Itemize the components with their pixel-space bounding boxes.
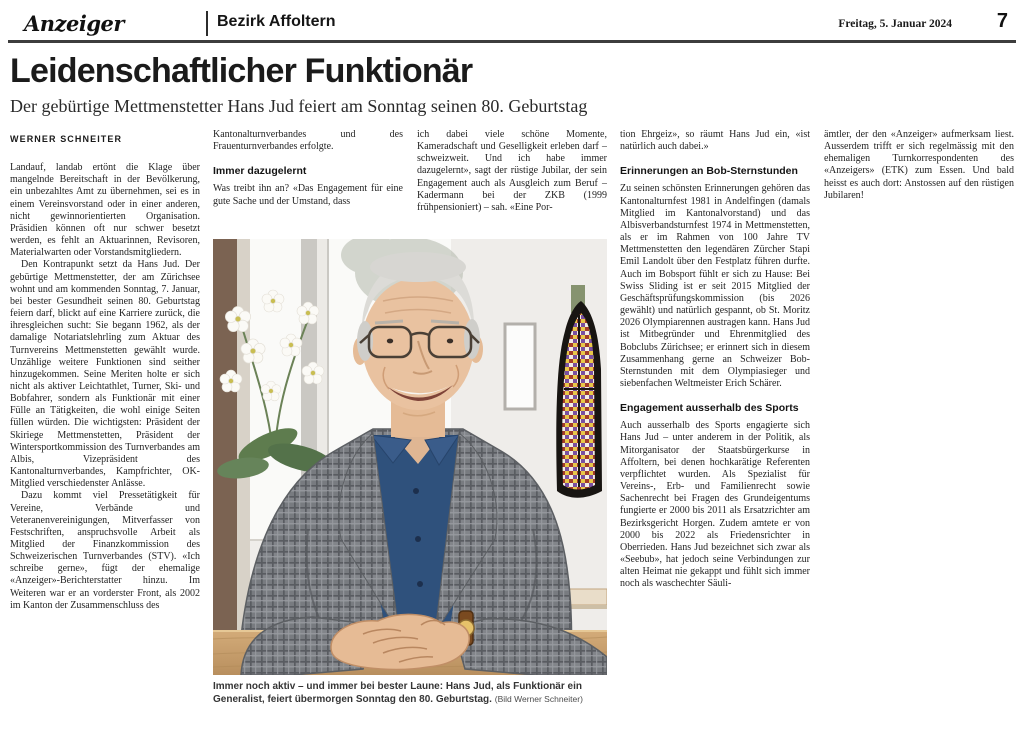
photo-caption-block: [213, 680, 607, 706]
column-5: [824, 129, 1014, 737]
masthead-divider: [206, 11, 208, 36]
section-title: Bezirk Affoltern: [217, 13, 336, 30]
column-1: [10, 129, 200, 737]
paragraph: Landauf, landab ertönt die Klage über mangelnde Bereitschaft in der Bevölkerung, ein unbezahltes Amt zu übernehmen, sei es in einem Vereinsvorstand oder in einer anderen, nicht gewinnorientierten Organisation. Präsidien können oft nur schwer besetzt werden, es fehlt an Aktuarinnen, Revisoren, Materialwarten oder Vorstandsmitgliedern.: [10, 162, 200, 259]
headline: Leidenschaftlicher Funktionär: [10, 52, 473, 90]
paragraph: Auch ausserhalb des Sports engagierte sich Hans Jud – unter anderem in der Politik, als Mitorganisator der Staatsbürgerkurse in Affoltern, bei denen hochkarätige Referenten verpflichtet wurden. Als Spezialist für Vereins-, Erb- und Familienrecht sowie Sachenrecht bei Fragen des Grundeigentums fungierte er 2000 bis 2011 als Ersatzrichter am Bezirksgericht Horgen. Zudem amtete er von 2000 bis 2022 als Friedensrichter in Oberrieden. Hans Jud bezeichnet sich zwar als «Seebub», hat jedoch seine Verbindungen zur alten Heimat nie gekappt und fühlt sich immer noch als waschechter Säuli-: [620, 420, 810, 590]
portrait-photo: [213, 239, 607, 675]
column-4: [620, 129, 810, 737]
byline: WERNER SCHNEITER: [10, 134, 123, 144]
paragraph: ämtler, der den «Anzeiger» aufmerksam liest. Ausserdem trifft er sich regelmässig mit den ehemaligen Turnkorrespondenten des «Anzeigers» (ETK) zum Essen. Und bald heisst es auch dort: Anstossen auf den rüstigen Jubilaren!: [824, 129, 1014, 201]
portrait-photo-illustration: [213, 239, 607, 675]
paragraph: Zu seinen schönsten Erinnerungen gehören das Kantonalturnfest 1981 in Andelfingen (damals Mitglied im Kantonalvorstand) und das Albisverbandsturnfest 1974 in Mettmenstetten, als er im Rahmen von 100 Jahre TV Mettmenstetten den legendären Zürcher Stapi Emil Landolt über den Festplatz führen durfte. Auch im Bobsport fühlt er sich zu Hause: Bei Swiss Sliding ist er seit 2015 Mitglied der Geschäftsprüfungskommission (bis 2026 gewählt) und natürlich gespannt, ob St. Moritz 2026 Olympiarennen austragen kann. Hans Jud ist Mitbegründer und Ehrenmitglied des Bobclubs Zürichsee; er erinnert sich in diesem Zusammenhang gerne an Schweizer Bob-Sternstunden mit dem Olympiasieger und siebenfachen Weltmeister Erich Schärer.: [620, 183, 810, 389]
crosshead-engagement: Engagement ausserhalb des Sports: [620, 402, 799, 415]
paragraph: Den Kontrapunkt setzt da Hans Jud. Der gebürtige Mettmenstetter, der am Zürichsee wohnt und am kommenden Sonntag, 7. Januar, bei bester Gesundheit seinen 80. Geburtstag feiern darf, blickt auf eine Karriere zurück, die ihresgleichen sucht: Sie begann 1962, als der damalige Notariatslehrling zum Aktuar des Turnvereins Mettmenstetten gewählt wurde. Unzählige weitere Funktionen sind seither hinzugekommen. Seine Meriten holte er sich nicht als aktiver Leichtathlet, Turner, Ski- und Bobfahrer, sondern als Funktionär mit einer Fülle an Tätigkeiten, die wohl einige Seiten füllen würden. Die wichtigsten: Präsident der Skiriege Mettmenstetten, Präsident der Wintersportkommission des Turnverbandes am Albis, Vizepräsident des Kantonalturnverbandes, Kampfrichter, OK-Mitglied verschiedenster Anlässe.: [10, 259, 200, 490]
subheadline: Der gebürtige Mettmenstetter Hans Jud feiert am Sonntag seinen 80. Geburtstag: [10, 96, 588, 116]
crosshead-immer-dazugelernt: Immer dazugelernt: [213, 165, 307, 178]
paragraph: ich dabei viele schöne Momente, Kameradschaft und Geselligkeit erleben darf – schweizweit. Und ich habe immer dazugelernt», sagt der rüstige Jubilar, der sein Engagement auch als Ausgleich zum Beruf – Kadermann bei der ZKB (1999 frühpensioniert) – sah. «Eine Por-: [417, 129, 607, 213]
dateline: Freitag, 5. Januar 2024: [838, 18, 952, 30]
photo-credit: (Bild Werner Schneiter): [494, 694, 583, 704]
masthead-rule: [8, 40, 1016, 43]
crosshead-bob-sternstunden: Erinnerungen an Bob-Sternstunden: [620, 165, 798, 178]
masthead: [10, 8, 1014, 40]
paragraph: Kantonalturnverbandes und des Frauenturnverbandes erfolgte.: [213, 129, 403, 153]
window-frame-left: [213, 239, 237, 675]
paragraph: Dazu kommt viel Pressetätigkeit für Vereine, Verbände und Veteranenvereinigungen, Mitverfasser von Festschriften, anspruchsvolle Arbeit als Mitglied der Finanzkommission des Schweizerischen Turnverbandes (STV). «Ich schreibe gerne», fügt der ehemalige «Anzeiger»-Berichterstatter hinzu. Im Weiteren war er an vorderster Front, als 2002 im Kanton der Zusammenschluss des: [10, 490, 200, 611]
background-small-window: [505, 324, 535, 409]
newspaper-logo: Anzeiger: [24, 11, 124, 36]
page-number: 7: [996, 10, 1008, 32]
paragraph: tion Ehrgeiz», so räumt Hans Jud ein, «ist natürlich auch dabei.»: [620, 129, 810, 153]
photo-caption: Immer noch aktiv – und immer bei bester Laune: Hans Jud, als Funktionär ein Generalist, feiert übermorgen Sonntag den 80. Geburtstag.: [213, 681, 582, 705]
paragraph: Was treibt ihn an? «Das Engagement für eine gute Sache und der Umstand, dass: [213, 183, 403, 207]
